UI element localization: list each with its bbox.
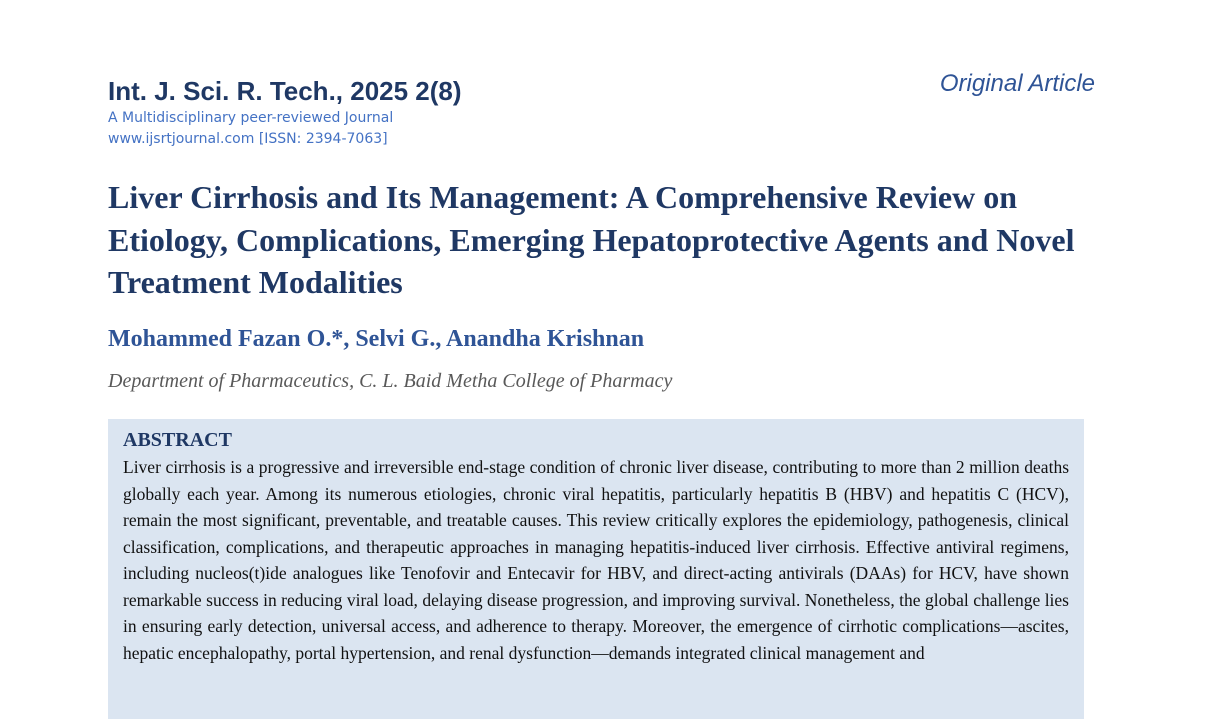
journal-title: Int. J. Sci. R. Tech., 2025 2(8) <box>108 76 462 106</box>
journal-website[interactable]: www.ijsrtjournal.com [ISSN: 2394-7063] <box>108 131 388 147</box>
author-list: Mohammed Fazan O.*, Selvi G., Anandha Krishnan <box>108 326 645 352</box>
article-type-label: Original Article <box>939 70 1095 97</box>
abstract-text: Liver cirrhosis is a progressive and irreversible end-stage condition of chronic liver disease, contributing to more than 2 million deaths globally each year. Among its numerous etiologies, chronic viral hepatitis, particularly hepatitis B (HBV) and hepatitis C (HCV), remain the most significant, preventable, and treatable causes. This review critically explores the epidemiology, pathogenesis, clinical classification, complications, and therapeutic approaches in managing hepatitis-induced liver cirrhosis. Effective antiviral regimens, including nucleos(t)ide analogues like Tenofovir and Entecavir for HBV, and direct-acting antivirals (DAAs) for HCV, have shown remarkable success in reducing viral load, delaying disease progression, and improving survival. Nonetheless, the global challenge lies in ensuring early detection, universal access, and adherence to therapy. Moreover, the emergence of cirrhotic complications—ascites, hepatic encephalopathy, portal hypertension, and renal dysfunction—demands integrated clinical management and <box>123 457 1069 663</box>
paper-title: Liver Cirrhosis and Its Management: A Comprehensive Review on Etiology, Complications, Emerging Hepatoprotective Agents and Novel Treatment Modalities <box>108 179 1075 300</box>
abstract-section <box>108 419 1084 719</box>
journal-header <box>108 74 462 150</box>
affiliation: Department of Pharmaceutics, C. L. Baid Metha College of Pharmacy <box>108 370 673 392</box>
journal-subtitle: A Multidisciplinary peer-reviewed Journal <box>108 110 394 126</box>
abstract-heading: ABSTRACT <box>123 429 232 451</box>
